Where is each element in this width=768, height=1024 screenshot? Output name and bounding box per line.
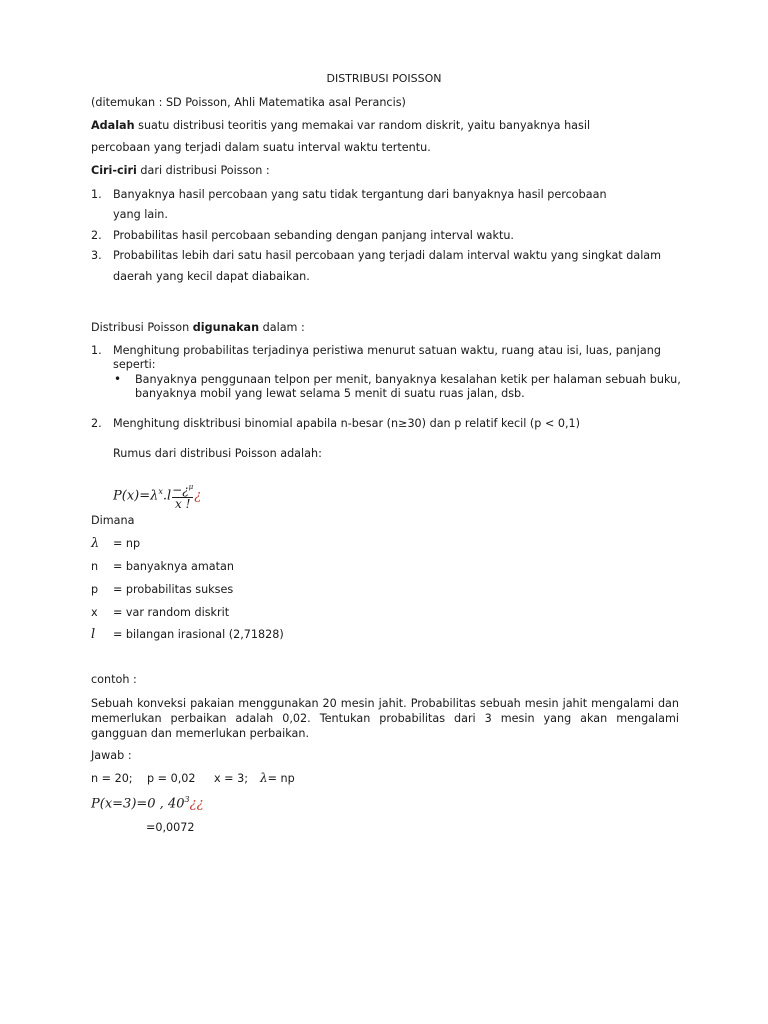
formula-tail: ¿ [194, 488, 202, 504]
list-item-text: yang lain. [113, 208, 168, 221]
def-symbol: n [91, 560, 99, 573]
characteristics-text: dari distribusi Poisson : [136, 164, 270, 177]
usage-heading [91, 321, 305, 334]
page-title: DISTRIBUSI POISSON [326, 72, 442, 85]
list-number: 1. [91, 344, 102, 357]
formula-numerator-sup: μ [188, 483, 194, 491]
list-item-text: Menghitung probabilitas terjadinya peristiwa menurut satuan waktu, ruang atau isi, luas, panjang [113, 344, 661, 357]
list-item-text: seperti: [113, 358, 156, 371]
lambda-rest: = np [267, 772, 295, 785]
result-formula-sup: 3 [184, 795, 190, 804]
characteristics-bold: Ciri-ciri [91, 164, 137, 177]
formula-numerator-text: −¿ [172, 483, 189, 497]
usage-pre: Distribusi Poisson [91, 321, 193, 334]
result-formula [91, 795, 204, 811]
bullet-text: banyaknya mobil yang lewat selama 5 menit di suatu ruas jalan, dsb. [135, 387, 525, 400]
list-item-text: Banyaknya hasil percobaan yang satu tidak tergantung dari banyaknya hasil percobaan [113, 188, 607, 201]
def-symbol: λ [91, 536, 100, 551]
formula-numerator [172, 481, 193, 498]
example-text: Sebuah konveksi pakaian menggunakan 20 mesin jahit. Probabilitas sebuah mesin jahit mengalami dan memerlukan perbaikan adalah 0,02. Tentukan probabilitas dari 3 mesin yang akan mengalami gangguan dan memerlukan perbaikan. [91, 697, 679, 740]
definition-bold: Adalah [91, 119, 135, 132]
list-number: 3. [91, 249, 102, 262]
def-desc: = np [113, 537, 141, 550]
lambda-symbol: λ [260, 771, 268, 785]
example-label: contoh : [91, 673, 137, 686]
where-label: Dimana [91, 514, 135, 527]
value-x: x = 3; [214, 772, 248, 785]
formula-fraction [172, 481, 193, 511]
def-symbol: x [91, 606, 98, 619]
answer-label: Jawab : [91, 749, 132, 762]
list-number: 2. [91, 229, 102, 242]
definition-line-1 [91, 119, 590, 132]
characteristics-heading [91, 164, 270, 177]
list-number: 2. [91, 417, 102, 430]
def-desc: = banyaknya amatan [113, 560, 234, 573]
def-desc: = probabilitas sukses [113, 583, 234, 596]
definition-text: suatu distribusi teoritis yang memakai var random diskrit, yaitu banyaknya hasil [134, 119, 591, 132]
result-formula-text: P(x=3)=0 , 40 [91, 796, 185, 812]
list-item-text: daerah yang kecil dapat diabaikan. [113, 270, 310, 283]
definition-line-2: percobaan yang terjadi dalam suatu interval waktu tertentu. [91, 141, 431, 154]
list-item-text: Probabilitas hasil percobaan sebanding dengan panjang interval waktu. [113, 229, 514, 242]
formula-intro: Rumus dari distribusi Poisson adalah: [113, 447, 322, 460]
value-p: p = 0,02 [147, 772, 196, 785]
subtitle: (ditemukan : SD Poisson, Ahli Matematika asal Perancis) [91, 96, 406, 109]
value-lambda [260, 771, 295, 785]
usage-bold: digunakan [192, 321, 260, 334]
formula-mid: .l [162, 488, 172, 504]
result-value: =0,0072 [146, 821, 195, 834]
def-symbol: l [91, 627, 96, 642]
formula-left: P(x)=λ [113, 488, 159, 504]
poisson-formula [113, 481, 201, 511]
formula-denominator: x ! [175, 497, 191, 511]
list-number: 1. [91, 188, 102, 201]
value-n: n = 20; [91, 772, 133, 785]
formula-sup: x [158, 487, 163, 497]
def-desc: = bilangan irasional (2,71828) [113, 628, 284, 641]
list-item-text: Menghitung disktribusi binomial apabila n-besar (n≥30) dan p relatif kecil (p < 0,1) [113, 417, 581, 430]
def-desc: = var random diskrit [113, 606, 230, 619]
bullet-text: Banyaknya penggunaan telpon per menit, banyaknya kesalahan ketik per halaman sebuah buku, [135, 373, 681, 386]
usage-post: dalam : [259, 321, 305, 334]
list-item-text: Probabilitas lebih dari satu hasil percobaan yang terjadi dalam interval waktu yang singkat dalam [113, 249, 662, 262]
result-formula-tail: ¿¿ [189, 796, 204, 812]
def-symbol: p [91, 583, 99, 596]
bullet-icon: • [114, 372, 122, 386]
